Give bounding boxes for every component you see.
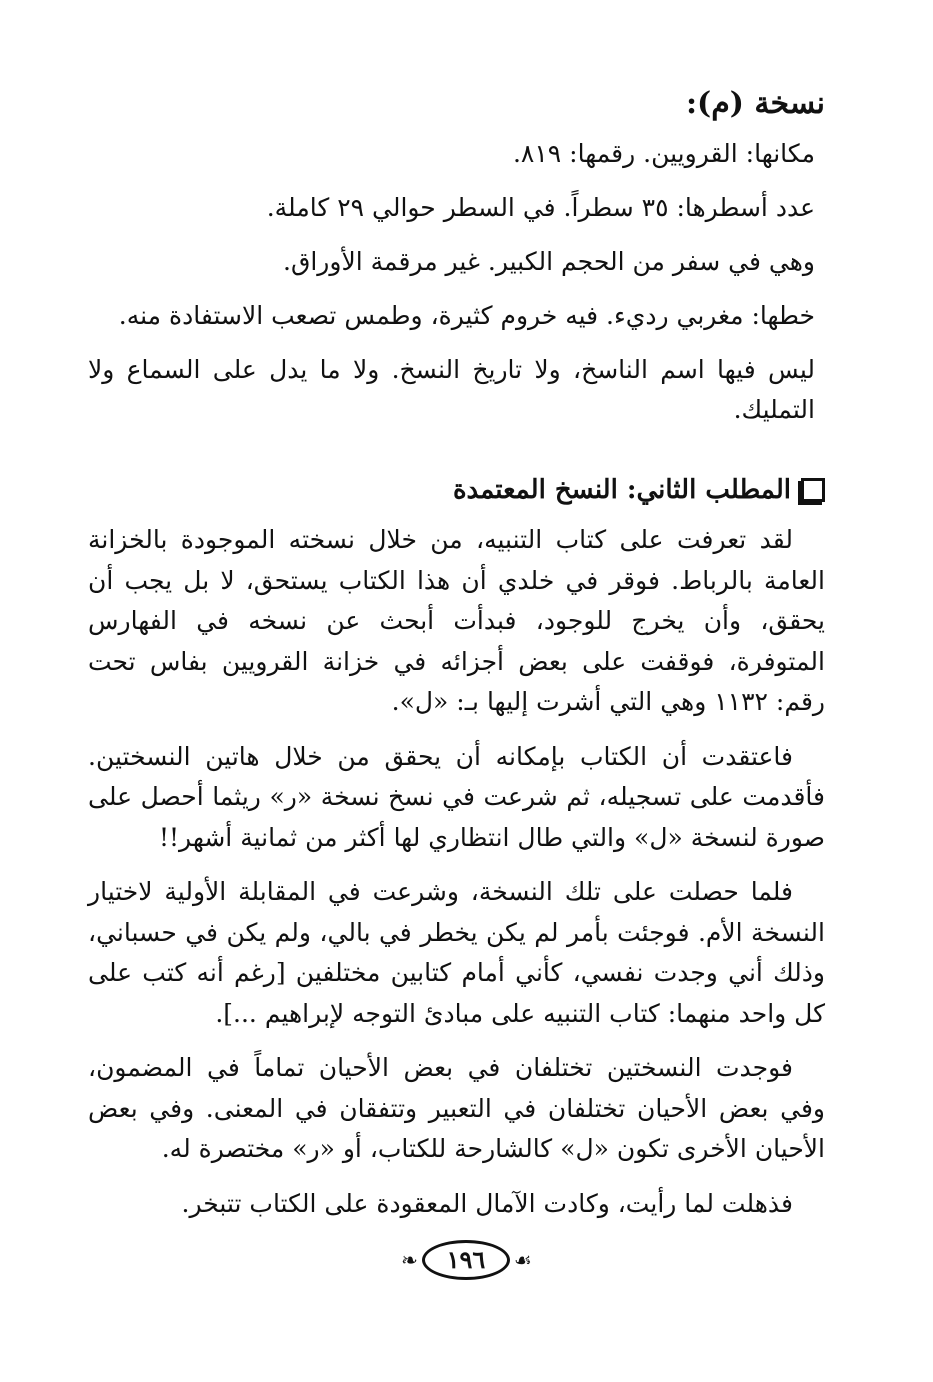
manuscript-script-line: خطها: مغربي رديء. فيه خروم كثيرة، وطمس تصعب الاستفادة منه. [118,301,815,330]
manuscript-location-line: مكانها: القرويين. رقمها: ٨١٩. [512,139,815,168]
manuscript-m-heading: نسخة (م): [685,86,825,121]
paragraph: فذهلت لما رأيت، وكادت الآمال المعقودة على الكتاب تتبخر. [181,1188,793,1218]
paragraph: فوجدت النسختين تختلفان في بعض الأحيان تماماً في المضمون، وفي بعض الأحيان تختلفان في التعبير وتتفقان في المعنى. وفي بعض الأحيان الأخرى تكون «ل» كالشارحة للكتاب، أو «ر» مختصرة له. [88,1053,825,1163]
section-heading-text: المطلب الثاني: النسخ المعتمدة [452,475,791,505]
page-body [88,82,825,1238]
floral-ornament-icon: ☙ [513,1248,532,1272]
paragraph: فاعتقدت أن الكتاب بإمكانه أن يحقق من خلال هاتين النسختين. فأقدمت على تسجيله، ثم شرعت في نسخ نسخة «ر» ريثما أحصل على صورة لنسخة «ل» والتي طال انتظاري لها أكثر من ثمانية أشهر!! [88,741,825,852]
square-bullet-icon [801,478,825,502]
page-footer [0,1240,933,1280]
paragraph: فلما حصلت على تلك النسخة، وشرعت في المقابلة الأولية لاختيار النسخة الأم. فوجئت بأمر لم يكن يخطر في بالي، ولم يكن في حسباني، وذلك أني وجدت نفسي، كأني أمام كتابين مختلفين [رغم أنه كتب على كل واحد منهما: كتاب التنبيه على مبادئ التوجه لإبراهيم ...]. [88,877,825,1028]
section-heading [88,470,825,510]
floral-ornament-icon: ❧ [401,1248,418,1272]
manuscript-copyist-line: ليس فيها اسم الناسخ، ولا تاريخ النسخ. ولا ما يدل على السماع ولا التمليك. [88,355,815,424]
page-number: ١٩٦ [422,1240,510,1280]
manuscript-lines-count-line: عدد أسطرها: ٣٥ سطراً. في السطر حوالي ٢٩ كاملة. [266,193,815,222]
page-number-ornament [401,1240,532,1280]
manuscript-volume-line: وهي في سفر من الحجم الكبير. غير مرقمة الأوراق. [283,247,815,276]
paragraph: لقد تعرفت على كتاب التنبيه، من خلال نسخته الموجودة بالخزانة العامة بالرباط. فوقر في خلدي أن هذا الكتاب يستحق، لا بل يجب أن يحقق، وأن يخرج للوجود، فبدأت أبحث عن نسخه في الفهارس المتوفرة، فوقفت على بعض أجزائه في خزانة القرويين بفاس تحت رقم: ١١٣٢ وهي التي أشرت إليها بـ: «ل». [88,525,825,716]
